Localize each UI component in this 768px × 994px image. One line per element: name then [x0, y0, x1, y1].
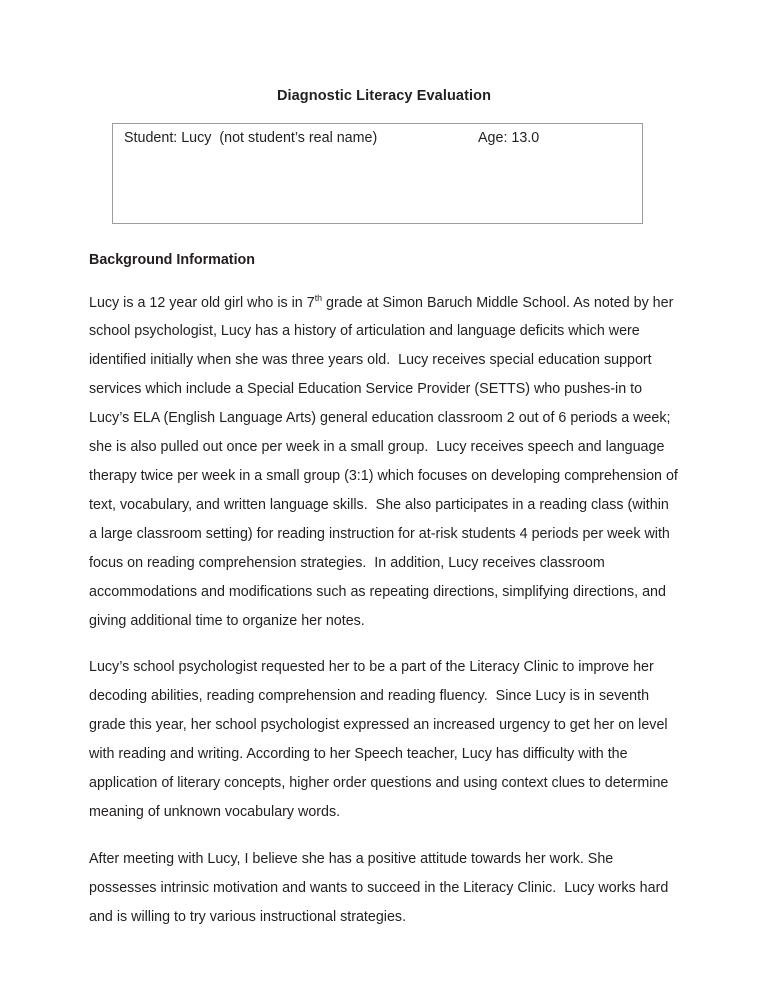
paragraph-background-1 — [89, 289, 680, 636]
student-age-field: Age: 13.0 — [478, 130, 540, 146]
student-info-row — [113, 124, 642, 156]
paragraph-1-text-before-ordinal: Lucy is a 12 year old girl who is in 7 — [89, 294, 315, 311]
paragraph-background-2: Lucy’s school psychologist requested her to be a part of the Literacy Clinic to improve her decoding abilities, reading comprehension and reading fluency. Since Lucy is in seventh grade this year, her school psychologist expressed an increased urgency to get her on level with reading and writing. According to her Speech teacher, Lucy has difficulty with the application of literary concepts, higher order questions and using context clues to determine meaning of unknown vocabulary words. — [89, 659, 673, 820]
section-heading-background-information: Background Information — [89, 252, 256, 268]
student-info-box — [112, 123, 643, 224]
paragraph-1-text-after-ordinal: grade at Simon Baruch Middle School. As noted by her school psychologist, Lucy has a history of articulation and language deficits which were identified initially when she was three years old. Lucy receives special education support services which include a Special Education Service Provider (SETTS) who pushes-in to Lucy’s ELA (English Language Arts) general education classroom 2 out of 6 periods a week; she is also pulled out once per week in a small group. Lucy receives speech and language therapy twice per week in a small group (3:1) which focuses on developing comprehension of text, vocabulary, and written language skills. She also participates in a reading class (within a large classroom setting) for reading instruction for at-risk students 4 periods per week with focus on reading comprehension strategies. In addition, Lucy receives classroom accommodations and modifications such as repeating directions, simplifying directions, and giving additional time to organize her notes. — [89, 294, 682, 629]
student-name-field: Student: Lucy (not student’s real name) — [124, 130, 378, 146]
page-title: Diagnostic Literacy Evaluation — [276, 88, 492, 104]
paragraph-background-3: After meeting with Lucy, I believe she has a positive attitude towards her work. She possesses intrinsic motivation and wants to succeed in the Literacy Clinic. Lucy works hard and is willing to try various instructional strategies. — [89, 850, 673, 925]
document-body — [89, 251, 680, 932]
ordinal-suffix: th — [314, 292, 323, 303]
